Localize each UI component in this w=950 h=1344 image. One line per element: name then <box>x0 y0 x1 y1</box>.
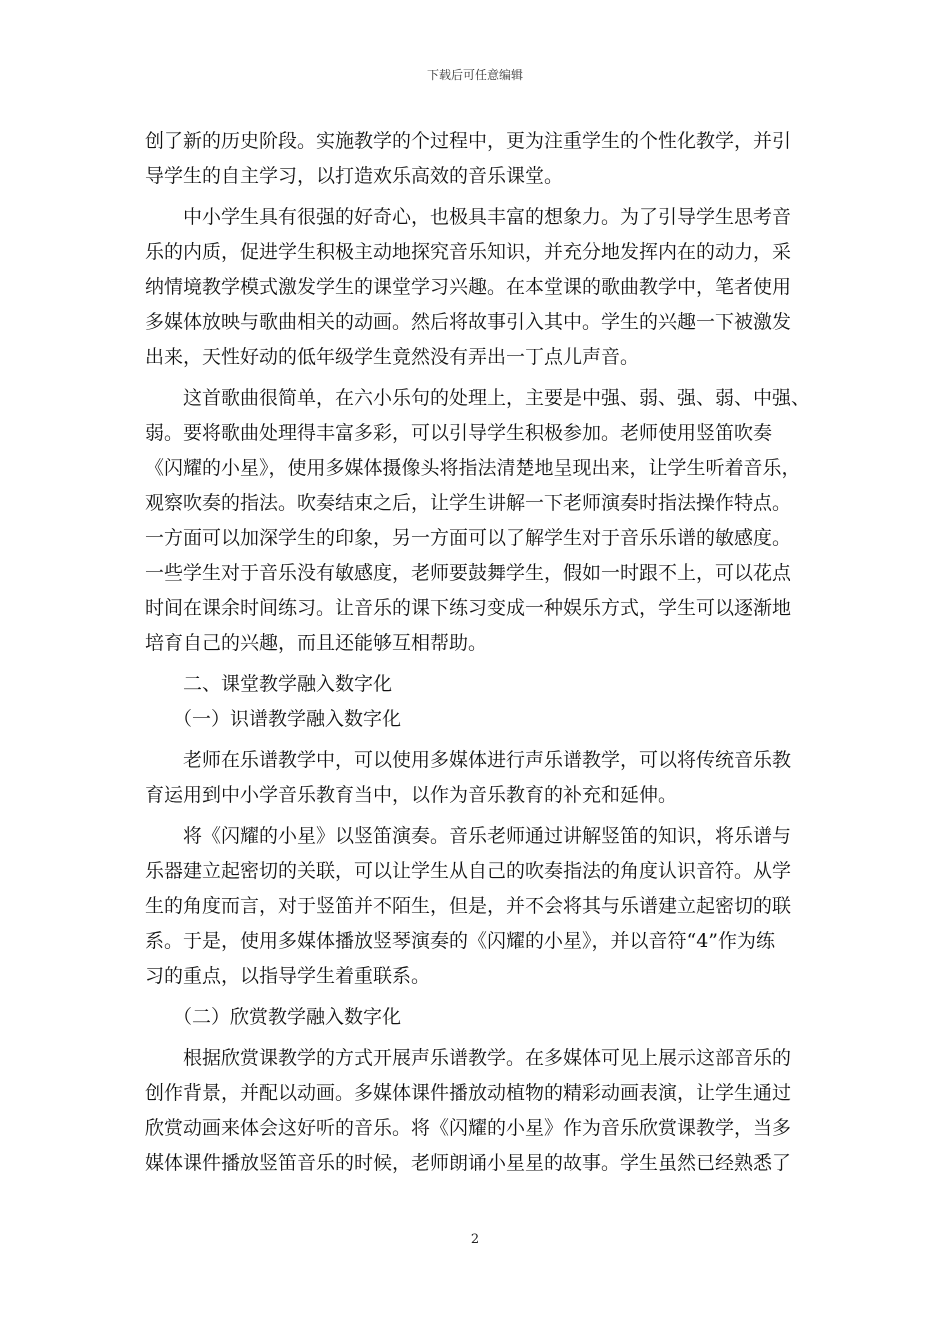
text-line-content: 乐的内质，促进学生积极主动地探究音乐知识，并充分地发挥内在的动力，采 <box>145 241 792 263</box>
text-line-content: 老师在乐谱教学中，可以使用多媒体进行声乐谱教学，可以将传统音乐教 <box>183 749 792 771</box>
text-line-content: 这首歌曲很简单，在六小乐句的处理上，主要是中强、弱、强、弱、中强、 <box>183 387 811 409</box>
text-line-content: 媒体课件播放竖笛音乐的时候，老师朗诵小星星的故事。学生虽然已经熟悉了 <box>145 1152 792 1174</box>
text-line <box>0 237 950 267</box>
text-line <box>0 926 950 956</box>
text-line-content: 一方面可以加深学生的印象，另一方面可以了解学生对于音乐乐谱的敏感度。 <box>145 527 792 549</box>
text-line <box>0 628 950 658</box>
text-line <box>0 745 950 775</box>
text-line-content: 创作背景，并配以动画。多媒体课件播放动植物的精彩动画表演，让学生通过 <box>145 1082 792 1104</box>
text-line-content: 习的重点，以指导学生着重联系。 <box>145 965 431 987</box>
text-line-content: 《闪耀的小星》，使用多媒体摄像头将指法清楚地呈现出来，让学生听着音乐， <box>145 457 801 479</box>
text-line-content: （一）识谱教学融入数字化 <box>173 708 402 730</box>
page-header: 下载后可任意编辑 <box>426 68 523 82</box>
text-line <box>0 1002 950 1032</box>
text-line <box>0 383 950 413</box>
text-line <box>0 1043 950 1073</box>
text-line-content: 出来，天性好动的低年级学生竟然没有弄出一丁点儿声音。 <box>145 346 640 368</box>
text-line <box>0 1078 950 1108</box>
text-line-content: 欣赏动画来体会这好听的音乐。将《闪耀的小星》作为音乐欣赏课教学，当多 <box>145 1117 792 1139</box>
text-line <box>0 780 950 810</box>
page-number: 2 <box>470 1232 480 1247</box>
text-line-content: 观察吹奏的指法。吹奏结束之后，让学生讲解一下老师演奏时指法操作特点。 <box>145 492 792 514</box>
text-line-content: 多媒体放映与歌曲相关的动画。然后将故事引入其中。学生的兴趣一下被激发 <box>145 311 792 333</box>
text-line <box>0 891 950 921</box>
text-line-content: 二、课堂教学融入数字化 <box>183 673 393 695</box>
text-line <box>0 342 950 372</box>
text-line-content: 中小学生具有很强的好奇心，也极具丰富的想象力。为了引导学生思考音 <box>183 206 792 228</box>
text-line <box>0 669 950 699</box>
text-line-content: 系。于是，使用多媒体播放竖琴演奏的《闪耀的小星》，并以音符“4”作为练 <box>145 930 776 952</box>
text-line <box>0 558 950 588</box>
text-line <box>0 126 950 156</box>
text-line-content: 弱。要将歌曲处理得丰富多彩，可以引导学生积极参加。老师使用竖笛吹奏 <box>145 422 773 444</box>
text-line-content: 根据欣赏课教学的方式开展声乐谱教学。在多媒体可见上展示这部音乐的 <box>183 1047 792 1069</box>
text-line <box>0 1148 950 1178</box>
text-line-content: （二）欣赏教学融入数字化 <box>173 1006 402 1028</box>
text-line <box>0 272 950 302</box>
text-line <box>0 1113 950 1143</box>
text-line-content: 乐器建立起密切的关联，可以让学生从自己的吹奏指法的角度认识音符。从学 <box>145 860 792 882</box>
text-line-content: 将《闪耀的小星》以竖笛演奏。音乐老师通过讲解竖笛的知识，将乐谱与 <box>183 825 792 847</box>
text-line <box>0 202 950 232</box>
text-line <box>0 523 950 553</box>
text-line <box>0 593 950 623</box>
text-line <box>0 418 950 448</box>
text-line-content: 培育自己的兴趣，而且还能够互相帮助。 <box>145 632 488 654</box>
text-line <box>0 821 950 851</box>
text-line <box>0 453 950 483</box>
text-line-content: 生的角度而言，对于竖笛并不陌生，但是，并不会将其与乐谱建立起密切的联 <box>145 895 792 917</box>
text-line <box>0 704 950 734</box>
text-line-content: 育运用到中小学音乐教育当中，以作为音乐教育的补充和延伸。 <box>145 784 678 806</box>
text-line <box>0 307 950 337</box>
text-line-content: 纳情境教学模式激发学生的课堂学习兴趣。在本堂课的歌曲教学中，笔者使用 <box>145 276 792 298</box>
text-line-content: 时间在课余时间练习。让音乐的课下练习变成一种娱乐方式，学生可以逐渐地 <box>145 597 792 619</box>
text-line-content: 创了新的历史阶段。实施教学的个过程中，更为注重学生的个性化教学，并引 <box>145 130 792 152</box>
text-line <box>0 856 950 886</box>
text-line-content: 导学生的自主学习，以打造欢乐高效的音乐课堂。 <box>145 165 564 187</box>
text-line <box>0 488 950 518</box>
text-line-content: 一些学生对于音乐没有敏感度，老师要鼓舞学生，假如一时跟不上，可以花点 <box>145 562 792 584</box>
text-line <box>0 161 950 191</box>
text-line <box>0 961 950 991</box>
